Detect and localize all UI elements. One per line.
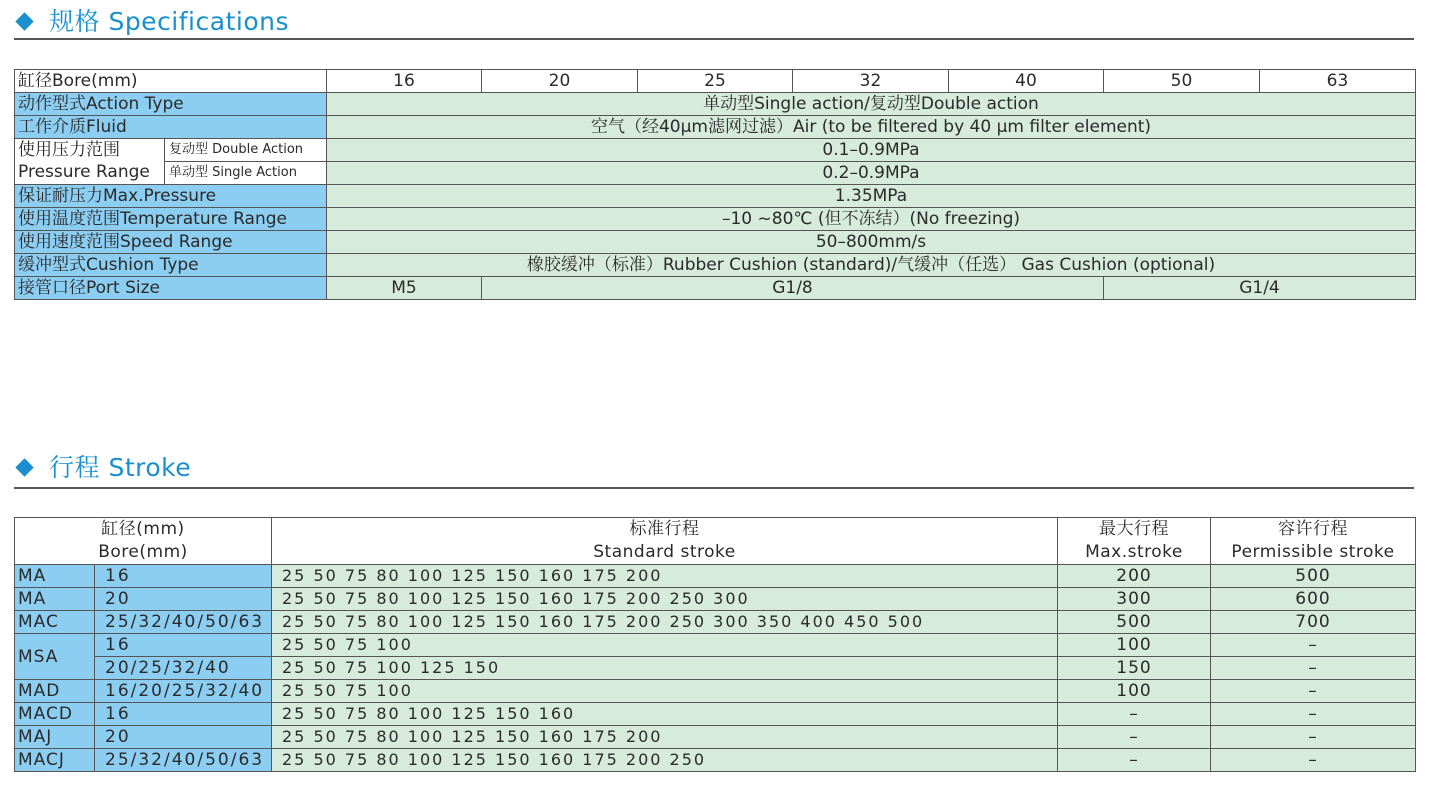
max-stroke-cell: 100 [1058,680,1211,703]
strokes-cell: 25 50 75 80 100 125 150 160 175 200 250 300 [272,588,1058,611]
port-size-value: G1/8 [482,277,1104,300]
permissible-stroke-header-cn: 容许行程 [1278,519,1348,539]
spec-row-max-pressure [15,185,1416,208]
strokes-cell: 25 50 75 80 100 125 150 160 175 200 250 300 350 400 450 500 [272,611,1058,634]
stroke-table [14,517,1416,772]
bore-cell: 16 [95,565,272,588]
bore-value: 16 [327,70,482,93]
speed-value: 50–800mm/s [327,231,1416,254]
standard-stroke-header-cn: 标准行程 [629,519,700,539]
model-cell: MAC [15,611,95,634]
max-stroke-cell: – [1058,703,1211,726]
table-row [15,703,1416,726]
spec-title-text: 规格 Specifications [49,7,289,36]
stroke-header-row [15,518,1416,565]
pressure-range-label-cn: 使用压力范围 [18,140,120,160]
stroke-divider [14,487,1414,489]
temperature-label: 使用温度范围Temperature Range [15,208,327,231]
max-stroke-cell: 100 [1058,634,1211,657]
max-stroke-header-en: Max.stroke [1085,542,1183,562]
max-pressure-value: 1.35MPa [327,185,1416,208]
model-cell: MACD [15,703,95,726]
table-row [15,565,1416,588]
single-action-label: 单动型 Single Action [165,162,327,185]
spec-row-cushion [15,254,1416,277]
model-cell: MACJ [15,749,95,772]
bore-cell: 16 [95,634,272,657]
table-row [15,657,1416,680]
fluid-value: 空气（经40μm滤网过滤）Air (to be filtered by 40 μm filter element) [327,116,1416,139]
permissible-stroke-cell: – [1211,657,1416,680]
single-action-value: 0.2–0.9MPa [327,162,1416,185]
permissible-stroke-cell: – [1211,749,1416,772]
table-row [15,680,1416,703]
bore-header [15,518,272,565]
model-cell: MSA [15,634,95,680]
diamond-icon [15,12,33,30]
model-cell: MAD [15,680,95,703]
strokes-cell: 25 50 75 100 [272,634,1058,657]
bore-cell: 16/20/25/32/40 [95,680,272,703]
max-stroke-cell: – [1058,749,1211,772]
strokes-cell: 25 50 75 100 125 150 [272,657,1058,680]
table-row [15,634,1416,657]
bore-cell: 20/25/32/40 [95,657,272,680]
bore-value: 25 [638,70,793,93]
bore-cell: 25/32/40/50/63 [95,749,272,772]
temperature-value: –10 ~80℃ (但不冻结）(No freezing) [327,208,1416,231]
bore-value: 63 [1260,70,1416,93]
bore-header-cn: 缸径(mm) [101,519,185,539]
double-action-value: 0.1–0.9MPa [327,139,1416,162]
double-action-label: 复动型 Double Action [165,139,327,162]
bore-cell: 16 [95,703,272,726]
spec-row-pressure-single [15,162,1416,185]
spec-row-speed [15,231,1416,254]
max-stroke-cell: 150 [1058,657,1211,680]
bore-cell: 20 [95,726,272,749]
bore-cell: 20 [95,588,272,611]
speed-label: 使用速度范围Speed Range [15,231,327,254]
spec-table [14,69,1416,300]
strokes-cell: 25 50 75 100 [272,680,1058,703]
permissible-stroke-cell: 500 [1211,565,1416,588]
max-stroke-cell: 500 [1058,611,1211,634]
permissible-stroke-cell: – [1211,726,1416,749]
strokes-cell: 25 50 75 80 100 125 150 160 [272,703,1058,726]
table-row [15,726,1416,749]
cushion-value: 橡胶缓冲（标准）Rubber Cushion (standard)/气缓冲（任选） Gas Cushion (optional) [327,254,1416,277]
bore-label: 缸径Bore(mm) [15,70,327,93]
cushion-label: 缓冲型式Cushion Type [15,254,327,277]
port-size-value: G1/4 [1104,277,1416,300]
max-stroke-header-cn: 最大行程 [1099,519,1169,539]
table-row [15,749,1416,772]
permissible-stroke-header [1211,518,1416,565]
stroke-section-title [14,452,191,484]
spec-row-fluid [15,116,1416,139]
max-stroke-cell: – [1058,726,1211,749]
spec-row-temperature [15,208,1416,231]
model-cell: MA [15,565,95,588]
bore-value: 50 [1104,70,1260,93]
permissible-stroke-cell: – [1211,680,1416,703]
action-type-value: 单动型Single action/复动型Double action [327,93,1416,116]
spec-divider [14,38,1414,40]
strokes-cell: 25 50 75 80 100 125 150 160 175 200 250 [272,749,1058,772]
standard-stroke-header [272,518,1058,565]
pressure-range-label-en: Pressure Range [18,162,150,182]
spec-row-pressure-double [15,139,1416,162]
model-cell: MA [15,588,95,611]
model-cell: MAJ [15,726,95,749]
max-stroke-cell: 200 [1058,565,1211,588]
bore-value: 20 [482,70,638,93]
strokes-cell: 25 50 75 80 100 125 150 160 175 200 [272,726,1058,749]
pressure-range-label [15,139,165,185]
port-size-label: 接管口径Port Size [15,277,327,300]
bore-value: 32 [793,70,949,93]
max-stroke-header [1058,518,1211,565]
bore-value: 40 [949,70,1104,93]
spec-row-port [15,277,1416,300]
bore-header-en: Bore(mm) [98,542,188,562]
spec-row-bore [15,70,1416,93]
standard-stroke-header-en: Standard stroke [593,542,736,562]
fluid-label: 工作介质Fluid [15,116,327,139]
max-stroke-cell: 300 [1058,588,1211,611]
strokes-cell: 25 50 75 80 100 125 150 160 175 200 [272,565,1058,588]
spec-section-title [14,6,289,38]
table-row [15,588,1416,611]
port-size-value: M5 [327,277,482,300]
permissible-stroke-header-en: Permissible stroke [1231,542,1395,562]
bore-cell: 25/32/40/50/63 [95,611,272,634]
permissible-stroke-cell: – [1211,634,1416,657]
permissible-stroke-cell: 600 [1211,588,1416,611]
diamond-icon [15,458,33,476]
stroke-title-text: 行程 Stroke [49,453,192,482]
permissible-stroke-cell: – [1211,703,1416,726]
spec-row-action [15,93,1416,116]
table-row [15,611,1416,634]
action-type-label: 动作型式Action Type [15,93,327,116]
permissible-stroke-cell: 700 [1211,611,1416,634]
max-pressure-label: 保证耐压力Max.Pressure [15,185,327,208]
